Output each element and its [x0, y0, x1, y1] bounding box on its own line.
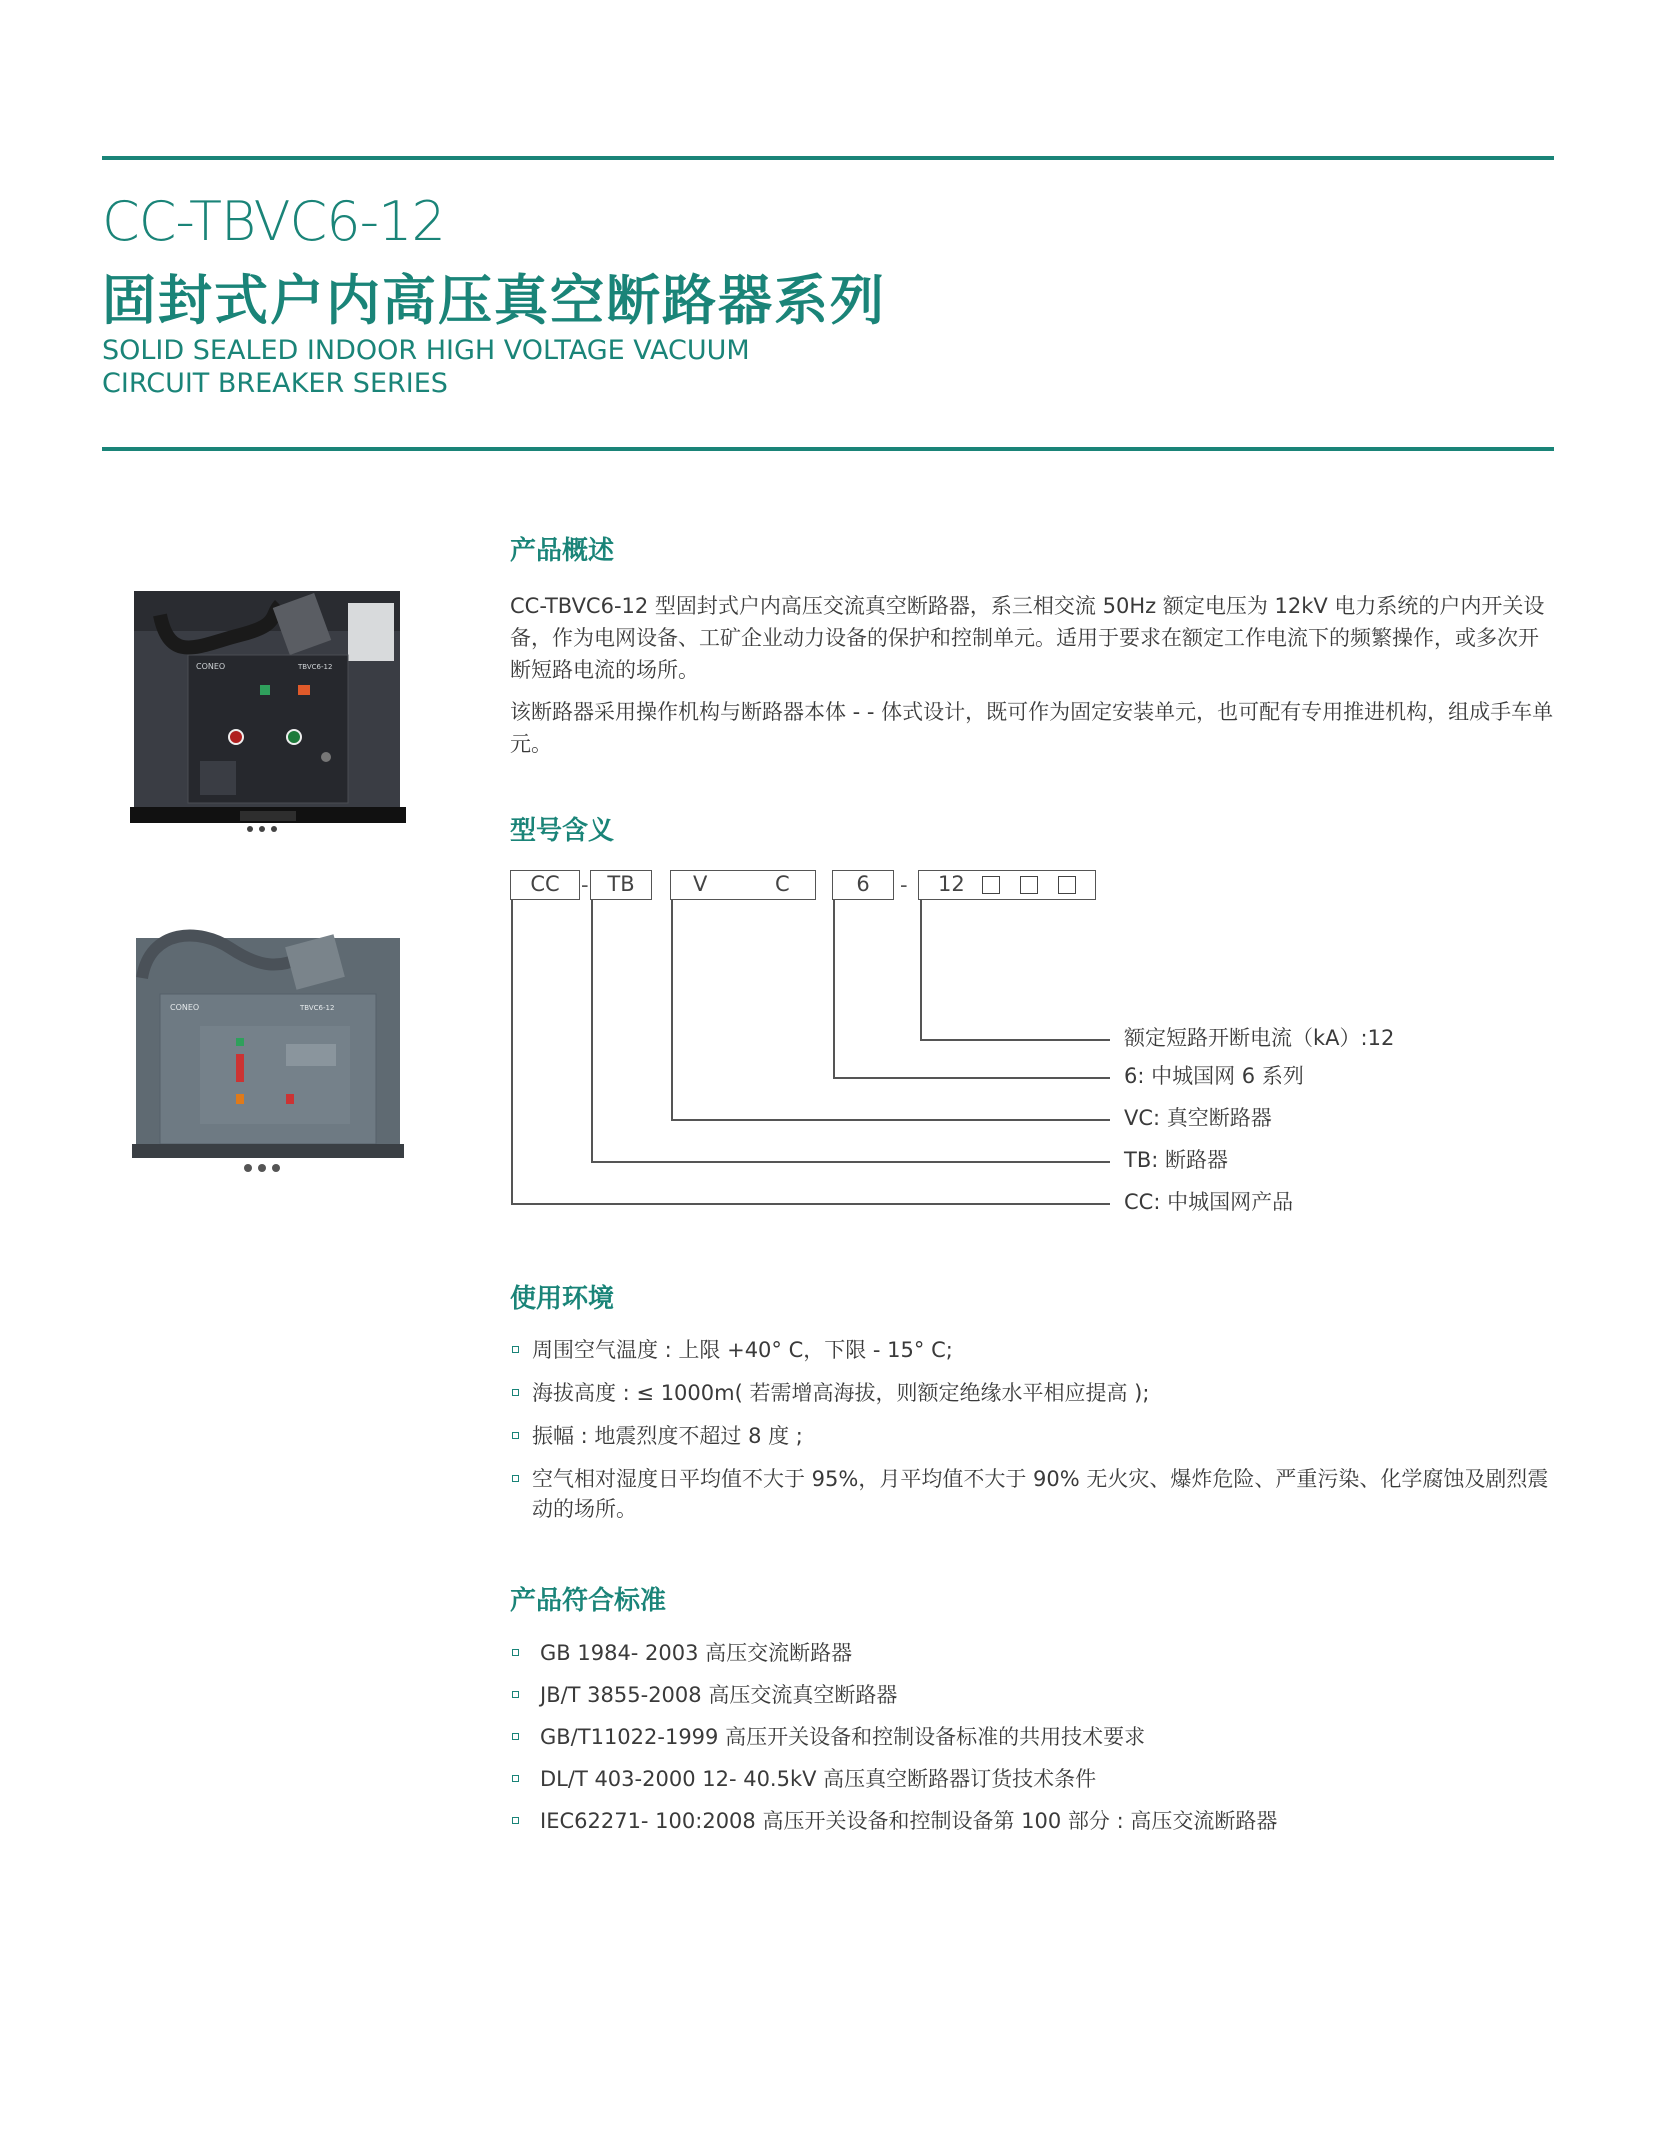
- overview-paragraph-2: 该断路器采用操作机构与断路器本体 - - 体式设计，既可作为固定安装单元，也可配有专用推进机构，组成手车单元。: [510, 700, 1554, 756]
- standards-list: [510, 1638, 1556, 1848]
- environment-heading: 使用环境: [510, 1284, 615, 1314]
- english-title: [102, 334, 750, 400]
- code-dash-1: -: [581, 873, 589, 897]
- connector-v-cc: [511, 900, 513, 1204]
- legend-cc: CC: 中城国网产品: [1124, 1190, 1294, 1214]
- brand-label-2: CONEO: [170, 1003, 200, 1012]
- bullet-icon: [512, 1389, 519, 1396]
- bullet-icon: [512, 1817, 519, 1824]
- connector-v-vc: [671, 900, 673, 1120]
- list-item: IEC62271- 100:2008 高压开关设备和控制设备第 100 部分 : 高压交流断路器: [510, 1806, 1556, 1836]
- bullet-icon: [512, 1691, 519, 1698]
- model-title: CC-TBVC6-12: [102, 190, 445, 253]
- code-placeholder-box-1: [982, 876, 1000, 894]
- model-label-1: TBVC6-12: [298, 663, 333, 671]
- brand-label-1: CONEO: [196, 662, 226, 671]
- connector-h-cc: [511, 1203, 1110, 1205]
- top-rule: [102, 156, 1554, 160]
- connector-v-6: [833, 900, 835, 1078]
- list-item: DL/T 403-2000 12- 40.5kV 高压真空断路器订货技术条件: [510, 1764, 1556, 1794]
- bullet-icon: [512, 1346, 519, 1353]
- code-12: 12: [938, 872, 965, 896]
- model-label-2: TBVC6-12: [300, 1004, 335, 1012]
- breaker-illustration-2: [130, 918, 406, 1186]
- bullet-icon: [512, 1733, 519, 1740]
- connector-v-tb: [591, 900, 593, 1162]
- product-photo-2: [130, 918, 406, 1186]
- code-dash-2: -: [900, 873, 908, 897]
- connector-h-tb: [591, 1161, 1110, 1163]
- standards-heading: 产品符合标准: [510, 1586, 667, 1616]
- connector-h-6: [833, 1077, 1110, 1079]
- code-box-cc: CC: [510, 870, 580, 900]
- overview-text: [510, 590, 1556, 770]
- code-box-6: 6: [832, 870, 894, 900]
- overview-heading: 产品概述: [510, 536, 615, 566]
- bullet-icon: [512, 1775, 519, 1782]
- connector-h-vc: [671, 1119, 1110, 1121]
- bullet-icon: [512, 1475, 519, 1482]
- breaker-illustration-1: [130, 585, 406, 845]
- code-box-tb: TB: [590, 870, 652, 900]
- english-title-line-1: SOLID SEALED INDOOR HIGH VOLTAGE VACUUM: [102, 335, 750, 366]
- legend-vc: VC: 真空断路器: [1124, 1106, 1272, 1130]
- english-title-line-2: CIRCUIT BREAKER SERIES: [102, 368, 448, 399]
- environment-list: [510, 1335, 1556, 1537]
- code-v: V: [693, 872, 708, 896]
- header-bottom-rule: [102, 447, 1554, 451]
- list-item: 振幅 : 地震烈度不超过 8 度 ;: [510, 1421, 1556, 1451]
- model-meaning-heading: 型号含义: [510, 816, 615, 846]
- list-item: 空气相对湿度日平均值不大于 95%，月平均值不大于 90% 无火灾、爆炸危险、严重污染、化学腐蚀及剧烈震动的场所。: [510, 1464, 1556, 1524]
- legend-tb: TB: 断路器: [1124, 1148, 1228, 1172]
- list-item: GB/T11022-1999 高压开关设备和控制设备标准的共用技术要求: [510, 1722, 1556, 1752]
- connector-h-12: [920, 1039, 1110, 1041]
- bullet-icon: [512, 1649, 519, 1656]
- list-item: JB/T 3855-2008 高压交流真空断路器: [510, 1680, 1556, 1710]
- connector-v-12: [920, 900, 922, 1040]
- list-item: GB 1984- 2003 高压交流断路器: [510, 1638, 1556, 1668]
- page-title: 固封式户内高压真空断路器系列: [102, 269, 886, 332]
- product-photo-1: [130, 585, 406, 845]
- list-item: 周围空气温度 : 上限 +40° C，下限 - 15° C;: [510, 1335, 1556, 1365]
- code-placeholder-box-2: [1020, 876, 1038, 894]
- code-placeholder-box-3: [1058, 876, 1076, 894]
- bullet-icon: [512, 1432, 519, 1439]
- code-box-vc: [670, 870, 816, 900]
- legend-series: 6: 中城国网 6 系列: [1124, 1064, 1304, 1088]
- code-c: C: [775, 872, 790, 896]
- legend-rated-current: 额定短路开断电流（kA）:12: [1124, 1026, 1395, 1050]
- list-item: 海拔高度 : ≤ 1000m( 若需增高海拔，则额定绝缘水平相应提高 );: [510, 1378, 1556, 1408]
- overview-paragraph-1: CC-TBVC6-12 型固封式户内高压交流真空断路器，系三相交流 50Hz 额定电压为 12kV 电力系统的户内开关设备，作为电网设备、工矿企业动力设备的保护和控制单元。适用于要求在额定工作电流下的频繁操作，或多次开断短路电流的场所。: [510, 594, 1545, 682]
